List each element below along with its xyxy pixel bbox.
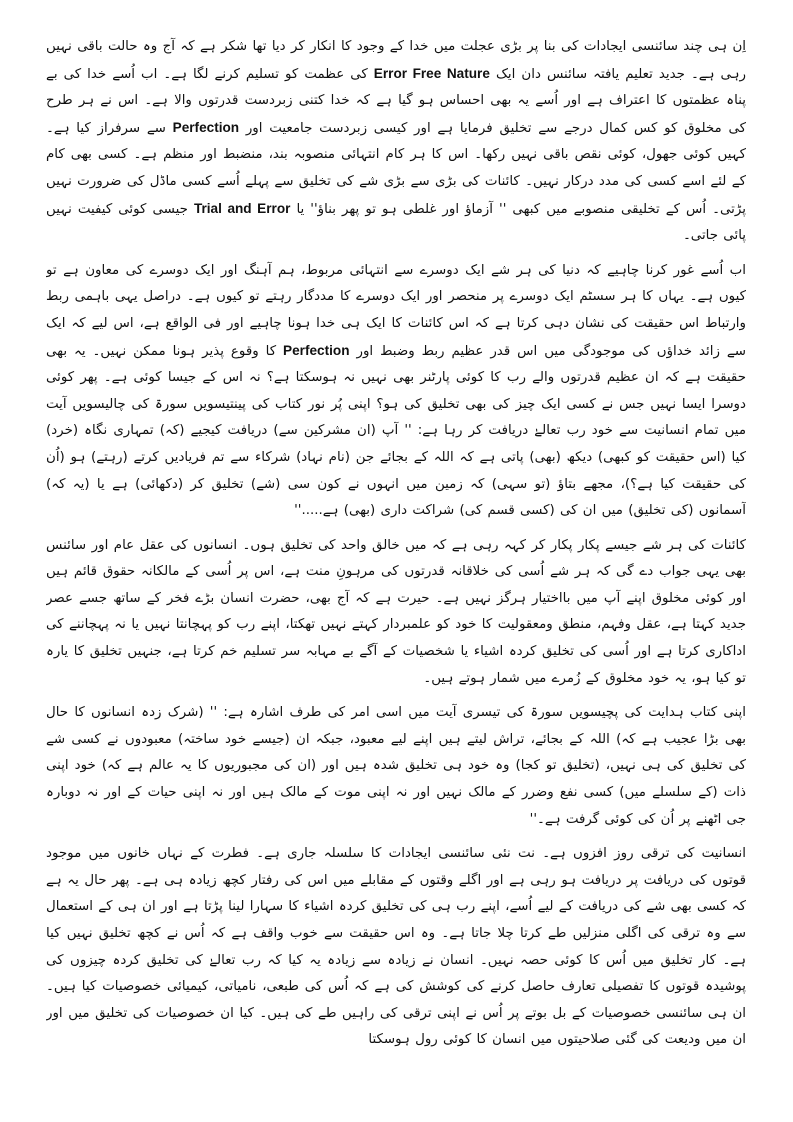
paragraph-2-text-1: اب اُسے غور کرنا چاہیے کہ دنیا کی ہر شے ایک دوسرے سے انتہائی مربوط، ہم آہنگ اور ایک دوسرے کی معاون ہے تو کیوں ہے۔ یہاں کا ہر سسٹم ایک دوسرے پر منحصر اور ایک دوسرے کا مددگار رہتے تو کیوں ہے۔ دراصل یہی باہمی ربط وارتباط اس حقیقت کی نشان دہی کرتا ہے کہ اس کائنات کا ایک ہی خدا ہونا چاہیے اور فی الواقع ہے، اس لیے کہ ایک سے زائد خداؤں کی موجودگی میں اس قدر عظیم ربط وضبط اور [46,262,746,359]
paragraph-2 [46,258,746,525]
paragraph-4-text: اپنی کتاب ہدایت کی پچیسویں سورۃ کی تیسری آیت میں اسی امر کی طرف اشارہ ہے: '' (شرک زدہ انسانوں کا حال بھی بڑا عجیب ہے کہ) اللہ کے بجائے، تراش لیتے ہیں اپنے لیے معبود، جبکہ ان (جیسے خود ساختہ) معبودوں نے کسی شے کی تخلیق کی ہی نہیں، (تخلیق تو کجا) وہ خود ہی تخلیق شدہ ہیں اور (ان کی مجبوریوں کا یہ عالم ہے کہ) خود اپنی ذات (کے سلسلے میں) کسی نفع وضرر کے مالک نہیں اور نہ اپنی موت کے مالک ہیں اور نہ اپنی حیات کے اور نہ دوبارہ جی اٹھنے پر اُن کی کوئی گرفت ہے۔'' [46,705,746,827]
paragraph-2-text-2: کا وقوع پذیر ہونا ممکن نہیں۔ یہ بھی حقیقت ہے کہ ان عظیم قدرتوں والے رب کا کوئی پارٹنر بھی نہیں نہ ہوسکتا ہے؟ نہ اس کے جیسا کوئی ہے۔ پھر کوئی دوسرا ایسا نہیں جس نے کسی ایک چیز کی بھی تخلیق کی ہو؟ اپنی پُر نور کتاب کی پینتیسویں سورۃ کی چالیسویں آیت میں تمام انسانیت سے خود رب تعالےٰ دریافت کر رہا ہے: '' آپ (ان مشرکین سے) دریافت کیجیے (کہ) تمہاری نگاہ (خرد) کیا (اس حقیقت کو کبھی) دیکھ (بھی) پاتی ہے کہ اللہ کے بجائے جن (نام نہاد) شرکاء سے تم فریادیں کرتے (رہتے) ہو (اُن کی حقیقت کیا ہے؟)، مجھے بتاؤ (تو سہی) کہ زمین میں انہوں نے کون سی (شے) تخلیق کر (دکھائی) ہے یا (یہ کہ) آسمانوں (کی تخلیق) میں ان کی (کسی قسم کی) شراکت داری (بھی) ہے.....'' [46,343,746,519]
paragraph-1-text-3: سے سرفراز کیا ہے۔ کہیں کوئی جھول، کوئی نقص باقی نہیں رکھا۔ اس کا ہر کام انتہائی منصوبہ بند، منضبط اور منظم ہے۔ کسی بھی کام کے لئے اسے کسی کی مدد درکار نہیں۔ کائنات کی بڑی سے بڑی شے کی تخلیق سے پہلے اُسے کسی ماڈل کی ضرورت نہیں پڑتی۔ اُس کے تخلیقی منصوبے میں کبھی '' آزماؤ اور غلطی ہو تو پھر بناؤ'' یا [46,120,746,217]
document-page [46,34,746,1104]
paragraph-1-text-1: اِن ہی چند سائنسی ایجادات کی بنا پر بڑی عجلت میں خدا کے وجود کا انکار کر دیا تھا شکر ہے کہ آج وہ حالت باقی نہیں رہی ہے۔ جدید تعلیم یافتہ سائنس دان ایک [46,39,746,82]
term-error-free-nature: Error Free Nature [373,65,490,81]
paragraph-3-text: کائنات کی ہر شے جیسے پکار پکار کر کہہ رہی ہے کہ میں خالق واحد کی تخلیق ہوں۔ انسانوں کی عقل عام اور سائنس بھی یہی جواب دے گی کہ ہر شے اُسی کی خلاقانہ قدرتوں کی مرہونِ منت ہے، اس پر اُسی کے مالکانہ حقوق قائم ہیں اور کوئی مخلوق اپنے آپ میں بااختیار ہرگز نہیں ہے۔ حیرت ہے کہ آج بھی، حضرت انسان بڑے فخر کے ساتھ جسے عصر جدید کہتا ہے، عقل وفہم، منطق ومعقولیت کا خود کو علمبردار کہتے نہیں تھکتا، اپنے رب کو پہچانتا نہیں یا نہ پہچاننے کی اداکاری کرتا ہے اور اُسی کی تخلیق کردہ اشیاء یا شخصیات کے آگے بے مہابہ سر تسلیم خم کرتا ہے، جنہیں تخلیق کا یارہ تو کیا ہو، یہ خود مخلوق کے زُمرے میں شمار ہوتے ہیں۔ [46,537,746,686]
term-perfection: Perfection [283,342,350,358]
paragraph-1 [46,34,746,250]
paragraph-1-text-2: کی عظمت کو تسلیم کرنے لگا ہے۔ اب اُسے خدا کی بے پناہ عظمتوں کا اعتراف ہے اور اُسے یہ بھی احساس ہو گیا ہے کہ خدا کتنی زبردست قدرتوں والا ہے۔ اس نے ہر طرح کی مخلوق کو کس کمال درجے سے تخلیق فرمایا ہے اور کیسی زبردست جامعیت اور [46,66,746,136]
paragraph-5-text: انسانیت کی ترقی روز افزوں ہے۔ نت نئی سائنسی ایجادات کا سلسلہ جاری ہے۔ فطرت کے نہاں خانوں میں موجود قوتوں کی دریافت پر دریافت ہو رہی ہے اور اگلے وقتوں کے مقابلے میں اس کی رفتار کچھ زیادہ ہی ہے۔ پھر حال یہ ہے کہ کسی بھی شے کی دریافت کے لیے اُسے، اپنے رب ہی کی تخلیق کردہ اشیاء کا سہارا لینا پڑتا ہے اور ان ہی کے استعمال سے وہ ترقی کی اگلی منزلیں طے کرتا چلا جاتا ہے۔ وہ اس حقیقت سے خوب واقف ہے کہ اُس نے کچھ تخلیق نہیں کیا ہے۔ کار تخلیق میں اُس کا کوئی حصہ نہیں۔ انسان نے زیادہ سے زیادہ یہ کیا کہ رب تعالےٰ کی تخلیق کردہ چیزوں کی پوشیدہ قوتوں کا تفصیلی تعارف حاصل کرنے کی کوشش کی ہے کہ اُس کی طبعی، نامیاتی، کیمیائی خصوصیات کیا ہیں۔ ان ہی سائنسی خصوصیات کے بل بوتے پر اُس نے اپنی ترقی کی راہیں طے کی ہیں۔ کیا ان خصوصیات کی تخلیق میں اور ان میں ودیعت کی گئی صلاحیتوں میں انسان کا کوئی رول ہوسکتا [46,846,746,1048]
paragraph-5 [46,841,746,1054]
term-trial-and-error: Trial and Error [193,200,291,216]
term-perfection: Perfection [172,119,240,135]
paragraph-3 [46,533,746,693]
paragraph-4 [46,700,746,833]
paragraph-1-text-4: جیسی کوئی کیفیت نہیں پائی جاتی۔ [46,201,746,244]
